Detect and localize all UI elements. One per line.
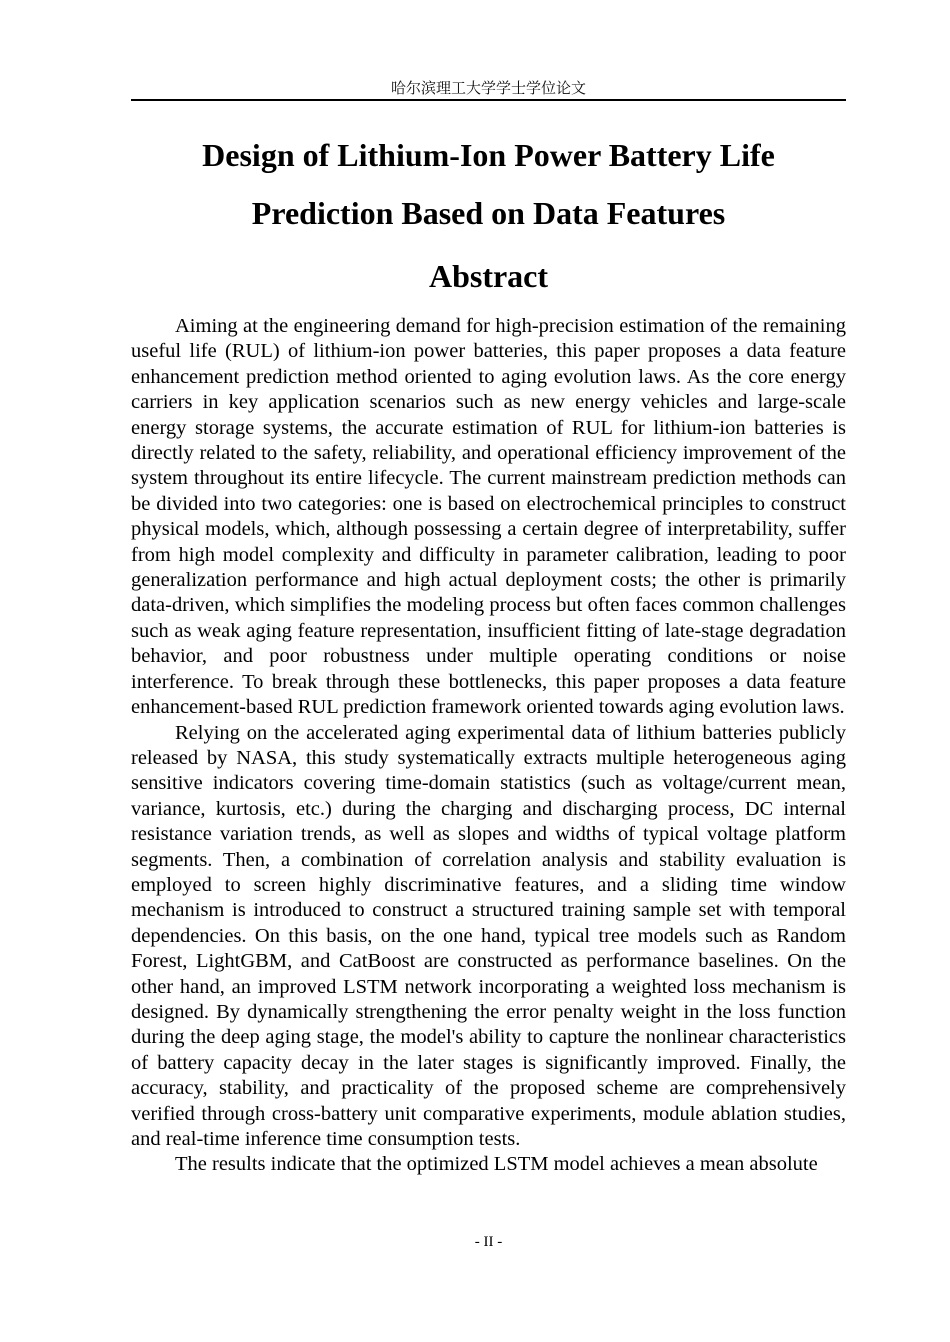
abstract-paragraph-1: Aiming at the engineering demand for high-precision estimation of the remaining useful life (RUL) of lithium-ion power batteries, this paper proposes a data feature enhancement prediction method oriented to aging evolution laws. As the core energy carriers in key application scenarios such as new energy vehicles and large-scale energy storage systems, the accurate estimation of RUL for lithium-ion batteries is directly related to the safety, reliability, and operational efficiency improvement of the system throughout its entire lifecycle. The current mainstream prediction methods can be divided into two categories: one is based on electrochemical principles to construct physical models, which, although possessing a certain degree of interpretability, suffer from high model complexity and difficulty in parameter calibration, leading to poor generalization performance and high actual deployment costs; the other is primarily data-driven, which simplifies the modeling process but often faces common challenges such as weak aging feature representation, insufficient fitting of late-stage degradation behavior, and poor robustness under multiple operating conditions or noise interference. To break through these bottlenecks, this paper proposes a data feature enhancement-based RUL prediction framework oriented towards aging evolution laws.	[131, 315, 846, 719]
header-rule	[131, 99, 846, 101]
running-header: 哈尔滨理工大学学士学位论文	[390, 79, 586, 97]
abstract-body	[131, 314, 846, 1178]
paper-title-line-2: Prediction Based on Data Features	[251, 195, 726, 231]
paper-title-line-1: Design of Lithium-Ion Power Battery Life	[202, 137, 775, 173]
abstract-paragraph-2: Relying on the accelerated aging experimental data of lithium batteries publicly released by NASA, this study systematically extracts multiple heterogeneous aging sensitive indicators covering time-domain statistics (such as voltage/current mean, variance, kurtosis, etc.) during the charging and discharging process, DC internal resistance variation trends, as well as slopes and widths of typical voltage platform segments. Then, a combination of correlation analysis and stability evaluation is employed to screen highly discriminative features, and a sliding time window mechanism is introduced to construct a structured training sample set with temporal dependencies. On this basis, on the one hand, typical tree models such as Random Forest, LightGBM, and CatBoost are constructed as performance baselines. On the other hand, an improved LSTM network incorporating a weighted loss mechanism is designed. By dynamically strengthening the error penalty weight in the loss function during the deep aging stage, the model's ability to capture the nonlinear characteristics of battery capacity decay in the later stages is significantly improved. Finally, the accuracy, stability, and practicality of the proposed scheme are comprehensively verified through cross-battery unit comparative experiments, module ablation studies, and real-time inference time consumption tests.	[131, 721, 846, 1150]
abstract-heading: Abstract	[428, 258, 549, 294]
paper-title	[131, 126, 846, 242]
page-number: - II -	[474, 1234, 503, 1250]
abstract-paragraph-3: The results indicate that the optimized LSTM model achieves a mean absolute	[175, 1153, 818, 1176]
